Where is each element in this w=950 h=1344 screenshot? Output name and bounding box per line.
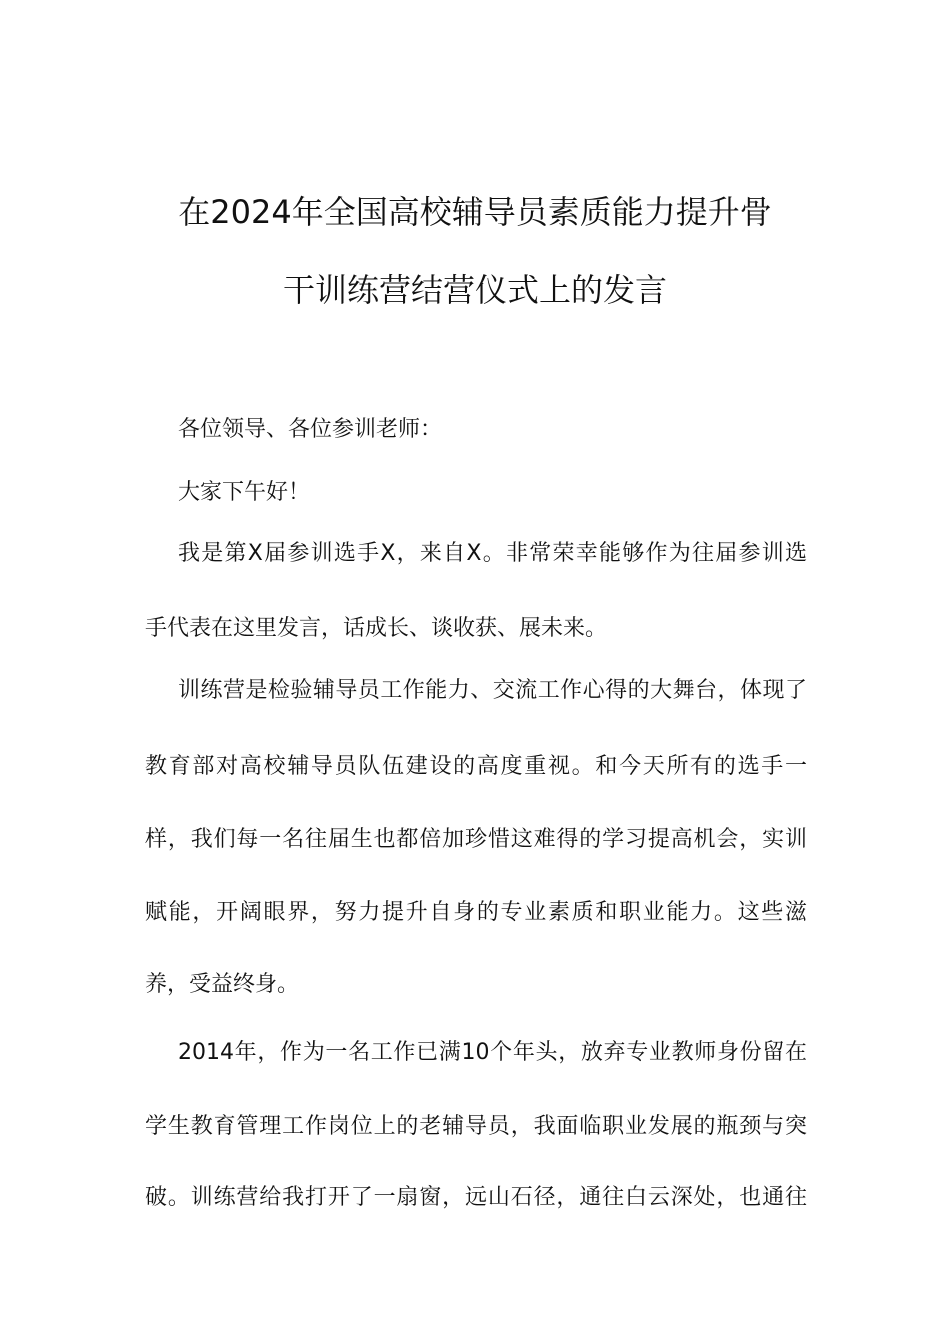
text-line: 我是第X届参训选手X，来自X。非常荣幸能够作为往届参训选 bbox=[178, 541, 807, 566]
text-line: 大家下午好！ bbox=[178, 480, 311, 505]
document-title-line-1: 在2024年全国高校辅导员素质能力提升骨 bbox=[178, 193, 772, 231]
text-line: 学生教育管理工作岗位上的老辅导员，我面临职业发展的瓶颈与突 bbox=[145, 1114, 807, 1139]
document-title-line-2: 干训练营结营仪式上的发言 bbox=[282, 271, 667, 309]
text-line: 样，我们每一名往届生也都倍加珍惜这难得的学习提高机会，实训 bbox=[145, 827, 807, 852]
text-line: 2014年，作为一名工作已满10个年头，放弃专业教师身份留在 bbox=[178, 1040, 807, 1065]
text-line: 教育部对高校辅导员队伍建设的高度重视。和今天所有的选手一 bbox=[145, 754, 807, 779]
text-line: 破。训练营给我打开了一扇窗，远山石径，通往白云深处，也通往 bbox=[145, 1185, 807, 1210]
text-line: 各位领导、各位参训老师： bbox=[178, 417, 443, 442]
text-line: 训练营是检验辅导员工作能力、交流工作心得的大舞台，体现了 bbox=[178, 678, 807, 703]
text-line: 赋能，开阔眼界，努力提升自身的专业素质和职业能力。这些滋 bbox=[145, 900, 807, 925]
text-line: 养，受益终身。 bbox=[145, 972, 300, 997]
text-line: 手代表在这里发言，话成长、谈收获、展未来。 bbox=[145, 616, 608, 641]
